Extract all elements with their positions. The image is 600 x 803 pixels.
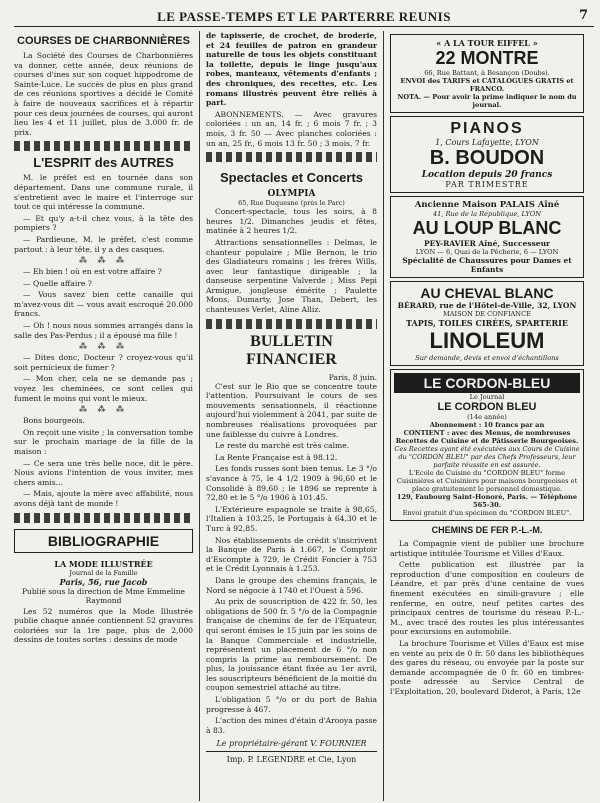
- ad5-line-a: AU CHEVAL BLANC: [420, 285, 554, 301]
- ad1-line-c: 66, Rue Battant, à Besançon (Doubs).: [424, 69, 550, 77]
- mode-director: Publié sous la direction de Mme Emmeline Raymond: [22, 586, 185, 605]
- mode-subtitle: Journal de la Famille: [69, 568, 138, 577]
- ad-loup-blanc: [390, 196, 584, 278]
- esprit-p11: On reçoit une visite ; la conversation tombe sur le prochain mariage de la fille de la maison :: [14, 427, 193, 456]
- esprit-p3: — Pardieune, M. le préfet, c'est comme partout : à leur tête, il y a des casques.: [14, 234, 193, 254]
- ad1-line-b: 22 MONTRE: [435, 48, 539, 68]
- plm-p2: Cette publication est illustrée par la reproduction d'une composition en couleurs de Léandre, et par près d'une centaine de vues finement exécutées en simili-gravure ; elle renferme, en outre, neuf petites cartes des principaux centres de tourisme du réseau P.-L.-M., avec tracé des routes les plus intéressantes pour excursions en automobile.: [390, 560, 584, 637]
- ad6-line-i: 129, Faubourg Saint-Honoré, Paris. — Téléphone 565-30.: [396, 493, 578, 509]
- olympia-title: OLYMPIA: [267, 189, 316, 200]
- esprit-p4: — Eh bien ! où en est votre affaire ?: [23, 267, 162, 277]
- column-middle: [200, 31, 384, 801]
- esprit-p6: — Vous savez bien cette canaille qui m'avez-vous dit — vous avait escroqué 20.000 francs.: [14, 290, 193, 319]
- ad4-line-e: LYON — 6, Quai de la Pêcherie, 6 — LYON: [415, 248, 559, 256]
- bulletin-p6: Nos établissements de crédit s'inscrivent la Banque de Paris à 1.667, le Comptoir d'Escompte à 729, le Crédit Foncier à 753 et le Crédit Lyonnais à 1.253.: [206, 535, 377, 574]
- ornament-row: [206, 152, 377, 162]
- esprit-p9: — Mon cher, cela ne se demande pas ; voyez les cheminées, ce sont celles qui fument le moins qui vont le mieux.: [14, 374, 193, 403]
- ad1-line-e: NOTA. — Pour avoir la prime indiquer le nom du journal.: [397, 93, 577, 109]
- ornament-separator: ⁂ ⁂ ⁂: [78, 256, 129, 266]
- olympia-text-2: Attractions sensationnelles : Delmas, le chanteur populaire ; Mlle Bernon, le trio des Gladiateurs romains ; les frères Wills, avec leur fantastique dirigeable ; la danseuse serpentine Valverde ; Miss Pepi Armigue, jongleuse émérite ; Paulette Mons, Dumarty, Jose Than, Debert, les chanteuses Verlet, Aline Alliz.: [206, 237, 377, 315]
- ad2-line-a: PIANOS: [450, 120, 524, 137]
- esprit-p8: — Dites donc, Docteur ? croyez-vous qu'il soit pernicieux de fumer ?: [14, 353, 193, 372]
- bulletin-title: BULLETIN FINANCIER: [246, 332, 337, 368]
- ad4-line-f: Spécialité de Chaussures pour Dames et Enfants: [402, 256, 572, 274]
- abonnements-text: ABONNEMENTS. — Avec gravures coloriées : un an, 14 fr. ; 6 mois 7 fr. ; 3 mois, 3 fr. 50 — Avec planches coloriées : un an, 25 fr., 6 mois 13 fr. 50 ; 3 mois, 7 fr.: [206, 109, 377, 148]
- esprit-p12: — Ce sera une très belle noce, dit le père. Nous avions l'intention de vous inviter, mes chers amis...: [14, 458, 193, 487]
- bulletin-p7: Dans le groupe des chemins français, le Nord se négocie à 1740 et l'Ouest à 596.: [206, 575, 377, 595]
- ad3-line-a: B. BOUDON: [429, 147, 545, 169]
- page-header: [14, 6, 594, 27]
- ad4-line-b: 41, Rue de la République, LYON: [433, 210, 541, 218]
- ad-pianos: [390, 116, 584, 193]
- mode-title: LA MODE ILLUSTRÉE: [54, 558, 153, 569]
- olympia-text-1: Concert-spectacle, tous les soirs, à 8 heures 1/2. Dimanches jeudis et fêtes, matinée à 2 heures 1/2.: [206, 207, 377, 236]
- ornament-row: [14, 513, 193, 523]
- page-number: 7: [578, 8, 588, 23]
- ornament-separator: ⁂ ⁂ ⁂: [78, 342, 129, 352]
- bulletin-p2: Le reste du marché est très calme.: [215, 441, 350, 451]
- bulletin-p5: L'Extérieure espagnole se traite à 98,65, l'Italien à 103,25, le Portugais à 64,30 et le Turc à 92,85.: [206, 504, 377, 533]
- plm-p3: La brochure Tourisme et Villes d'Eaux est mise en vente au prix de 0 fr. 50 dans les bibliothèques des gares du réseau, ou envoyée par la poste sur demande accompagnée de 0 fr. 60 en timbres-poste adressée au Service Central de l'Exploitation, 20, boulevard Diderot, à Paris, 12e: [390, 638, 584, 696]
- biblio-title: BIBLIOGRAPHIE: [14, 529, 193, 553]
- ad5-line-b: BÉRARD, rue de l'Hôtel-de-Ville, 32, LYON: [397, 301, 577, 310]
- ad-cordon-bleu: [390, 369, 584, 521]
- page-title: LE PASSE-TEMPS ET LE PARTERRE REUNIS: [157, 9, 451, 24]
- ad4-line-d: PEY-RAVIER Aîné, Successeur: [424, 239, 550, 248]
- ad6-line-g: Ces Recettes ayant été exécutées aux Cours de Cuisine du "CORDON BLEU" par des Chefs Professeurs, leur parfaite réussite en est assurée.: [394, 445, 580, 469]
- ornament-row: [14, 141, 193, 151]
- ad-cheval-blanc: [390, 281, 584, 366]
- ad1-line-d: ENVOI des TARIFS et CATALOGUES GRATIS et FRANCO.: [400, 77, 574, 93]
- ad1-line-a: « A LA TOUR EIFFEL »: [436, 38, 538, 48]
- ad6-line-j: Envoi gratuit d'un spécimen du "CORDON BLEU".: [402, 509, 572, 517]
- courses-title: COURSES DE CHARBONNIÈRES: [17, 35, 190, 47]
- bulletin-p3: La Rente Française est à 98.12.: [215, 452, 338, 462]
- ad5-line-d: TAPIS, TOILES CIRÉES, SPARTERIE: [406, 318, 568, 328]
- esprit-p7: — Oh ! nous nous sommes arrangés dans la salle des Pas-Perdus ; il a épousé ma fille !: [14, 321, 193, 340]
- gerant-signature: Le propriétaire-gérant V. FOURNIER: [216, 739, 367, 749]
- ad2-line-b: 1, Cours Lafayette, LYON: [435, 138, 539, 147]
- esprit-p2: — Et qu'y a-t-il chez vous, à la tête des pompiers ?: [14, 213, 193, 233]
- ad4-line-c: AU LOUP BLANC: [412, 218, 562, 238]
- bulletin-p8: Au prix de souscription de 422 fr. 50, les obligations de 500 fr. 5 °/o de la Compagnie française de chemins de fer de l'Equateur, qui seront émises le 15 juin par les soins de la Banque Commerciale et industrielle, représentent un placement de 6 °/o non compris la prime au remboursement. De plus, la jouissance étant fixée au 1er avril, les souscripteurs bénéficient de la moitié du coupon semestriel attaché au titre.: [206, 597, 377, 693]
- esprit-p13: — Mais, ajoute la mère avec affabilité, nous avons déjà tant de monde !: [14, 489, 193, 508]
- imprint-line: Imp. P. LEGENDRE et Cie, Lyon: [206, 751, 377, 764]
- esprit-title: L'ESPRIT des AUTRES: [33, 155, 174, 171]
- ad3-line-b: Location depuis 20 francs: [421, 170, 553, 180]
- ad5-line-e: LINOLEUM: [429, 328, 545, 353]
- ad6-line-d: (14e année): [467, 413, 507, 421]
- ad5-line-f: Sur demande, devis et envoi d'échantillons: [415, 354, 559, 362]
- plm-title: CHEMINS DE FER P.-L.-M.: [431, 525, 543, 535]
- plm-p1: La Compagnie vient de publier une brochure artistique intitulée Tourisme et Villes d'Eaux.: [390, 539, 584, 558]
- ad6-line-b: Le Journal: [469, 393, 505, 401]
- ad6-line-a: LE CORDON-BLEU: [394, 373, 580, 393]
- bulletin-p1: C'est sur le Rio que se concentre toute l'attention. Poursuivant le cours de ses mouvements sensationnels, il réactionne aujourd'hui violemment à 2041, par suite de nombreuses réalisations provoquées par une faiblesse du cuivre à Londres.: [206, 381, 377, 439]
- spectacles-title: Spectacles et Concerts: [219, 170, 364, 186]
- ad6-line-f: CONTIENT : avec des Menus, de nombreuses Recettes de Cuisine et de Pâtisserie Bourgeoises.: [395, 429, 579, 445]
- esprit-p1: M. le préfet est en tournée dans son département. Dans une commune rurale, il s'entretient avec le maire et l'interroge sur tout ce qui intéresse la commune.: [14, 173, 193, 212]
- esprit-p10: Bons bourgeois.: [23, 416, 85, 426]
- mode-text: Les 52 numéros que la Mode Illustrée publie chaque année contiennent 52 gravures coloriées sur la 1re page, plus de 2,000 dessins de toutes sortes : dessins de mode: [14, 606, 193, 645]
- bulletin-p10: L'action des mines d'étain d'Arooya passe à 83.: [206, 716, 377, 735]
- ad4-line-a: Ancienne Maison PALAIS Aîné: [414, 200, 560, 210]
- column-left: [14, 31, 200, 801]
- mode-continued-text: de tapisserie, de crochet, de broderie, et 24 feuilles de patron en grandeur naturelle de tous les objets constituant la toilette, depuis le linge jusqu'aux robes, manteaux, vêtements d'enfants ; des chroniques, des recettes, etc. Les romans illustrés peuvent être reliés à part.: [206, 31, 377, 108]
- column-right: [384, 31, 584, 801]
- mode-address: Paris, 56, rue Jacob: [59, 576, 148, 587]
- ornament-row: [206, 319, 377, 329]
- ad5-line-c: MAISON DE CONFIANCE: [443, 310, 531, 318]
- ad6-line-h: L'Ecole de Cuisine du "CORDON BLEU" forme Cuisinières et Cuisiniers pour maisons bourgeoises et place gratuitement le personnel domestique.: [396, 469, 578, 493]
- ad3-line-c: PAR TRIMESTRE: [445, 180, 529, 189]
- esprit-p5: — Quelle affaire ?: [23, 278, 92, 288]
- bulletin-date: Paris, 8 juin.: [328, 372, 377, 382]
- bulletin-p9: L'obligation 5 °/o or du port de Bahia progresse à 467.: [206, 695, 377, 714]
- ornament-separator: ⁂ ⁂ ⁂: [78, 405, 129, 415]
- olympia-address: 65, Rue Duquesne (près le Parc): [238, 199, 345, 208]
- courses-text: La Société des Courses de Charbonnières va donner, cette année, deux réunions de courses d'ines sur son coquet hippodrome de Sainte-Luce. Le succès de plus en plus grand de ces réunions sportives a décidé le Comité à faire de nouveaux sacrifices et à répartir pour ces deux journées de courses, qui auront lieu les 4 et 11 juillet, plus de 3.000 fr. de prix.: [14, 51, 193, 137]
- bulletin-p4: Les fonds russes sont bien tenus. Le 3 °/o s'avance à 75, le 4 1/2 1909 à 96,60 et le Consolidé à 89,60 ; le 1896 se reprente à 72,80 et le 5 °/o 1906 à 101.45.: [206, 464, 377, 503]
- ad6-line-e: Abonnement : 10 francs par an: [429, 421, 545, 429]
- ad6-line-c: LE CORDON BLEU: [437, 401, 537, 413]
- ad-tour-eiffel: [390, 34, 584, 113]
